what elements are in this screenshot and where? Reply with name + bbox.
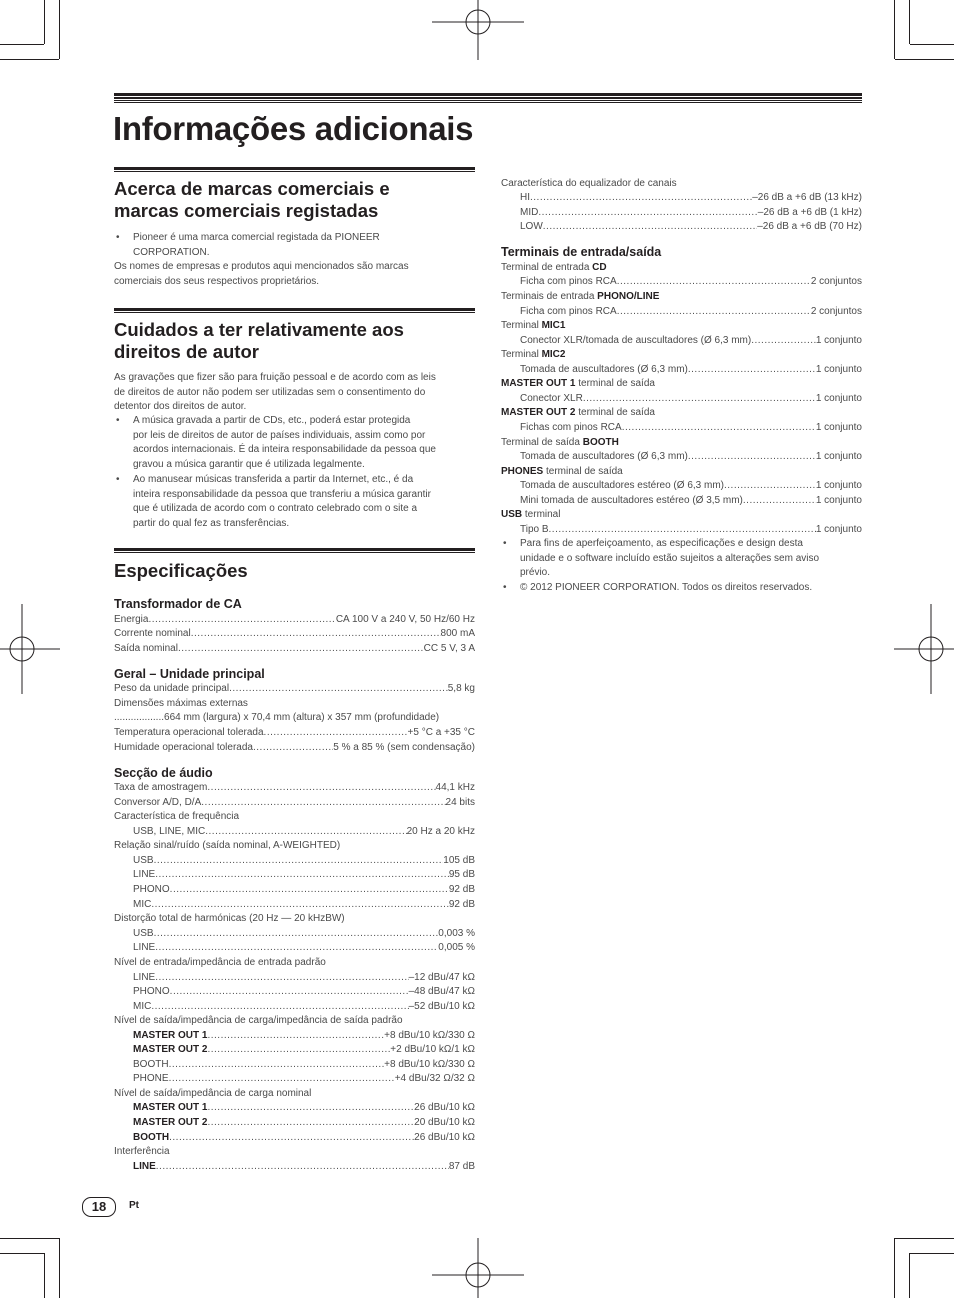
registration-mark-bottom: [432, 1238, 524, 1298]
bullet-dot: •: [116, 232, 120, 243]
spec-label: Nível de entrada/impedância de entrada padrão: [114, 957, 326, 968]
spec-row: Conversor A/D, D/A ..... 24 bits: [114, 796, 475, 811]
spec-row: Mini tomada de auscultadores estéreo (Ø 3,5 mm) ..... 1 conjunto: [520, 494, 862, 509]
spec-row: USB ..... 105 dB: [133, 854, 475, 869]
spec-row: BOOTH ..... +8 dBu/10 kΩ/330 Ω: [133, 1058, 475, 1073]
spec-row: Ficha com pinos RCA ..... 2 conjuntos: [520, 275, 862, 290]
general-heading: Geral – Unidade principal: [114, 667, 265, 681]
terminal-label: MASTER OUT 1 terminal de saída: [501, 378, 655, 389]
title-rule: [114, 93, 862, 104]
spec-row: PHONO ..... –48 dBu/47 kΩ: [133, 985, 475, 1000]
copyright-notice: © 2012 PIONEER CORPORATION. Todos os direitos reservados.: [520, 582, 813, 593]
spec-row: MIC ..... –52 dBu/10 kΩ: [133, 1000, 475, 1015]
copyright-bullet-1: A música gravada a partir de CDs, etc., poderá estar protegida por leis de direitos de autor de países individuais, assim como por acordos internacionais. É da inteira responsabilidade da pessoa que gravou a música garantir que é utilizada legalmente.: [133, 415, 436, 470]
spec-row: LINE ..... 87 dB: [133, 1160, 475, 1175]
ac-adapter-heading: Transformador de CA: [114, 597, 242, 611]
spec-label: Característica do equalizador de canais: [501, 178, 677, 189]
spec-label: Característica de frequência: [114, 811, 240, 822]
spec-row: Taxa de amostragem ..... 44,1 kHz: [114, 781, 475, 796]
bullet-dot: •: [116, 415, 120, 426]
spec-label: Interferência: [114, 1146, 170, 1157]
specs-heading: Especificações: [114, 560, 248, 581]
trademark-paragraph: Os nomes de empresas e produtos aqui mencionados são marcas comerciais dos seus respectivos proprietários.: [114, 261, 409, 287]
spec-row: PHONO ..... 92 dB: [133, 883, 475, 898]
section-rule: [114, 548, 475, 553]
registration-mark-right: [894, 604, 954, 694]
page-number: 18: [82, 1197, 116, 1217]
spec-row: Tomada de auscultadores (Ø 6,3 mm) ..... 1 conjunto: [520, 363, 862, 378]
terminal-label: PHONES terminal de saída: [501, 466, 623, 477]
spec-row: BOOTH ..... 26 dBu/10 kΩ: [133, 1131, 475, 1146]
page-title: Informações adicionais: [113, 110, 474, 147]
spec-row: Tomada de auscultadores estéreo (Ø 6,3 mm) ..... 1 conjunto: [520, 479, 862, 494]
section-rule: [114, 308, 475, 313]
spec-label: Dimensões máximas externas: [114, 698, 248, 709]
spec-value: ..................664 mm (largura) x 70,4 mm (altura) x 357 mm (profundidade): [114, 712, 440, 723]
spec-row: LOW ..... –26 dB a +6 dB (70 Hz): [520, 220, 862, 235]
spec-row: LINE ..... 95 dB: [133, 868, 475, 883]
copyright-bullet-2: Ao manusear músicas transferida a partir da Internet, etc., é da inteira responsabilidade da pessoa que transferiu a música garantir que é utilizada de acordo com o contrato celebrado com o site a partir do qual fez as transferências.: [133, 474, 431, 529]
spec-row: Temperatura operacional tolerada ..... +5 °C a +35 °C: [114, 726, 475, 741]
spec-row: PHONE ..... +4 dBu/32 Ω/32 Ω: [133, 1072, 475, 1087]
spec-label: Relação sinal/ruído (saída nominal, A-WEIGHTED): [114, 840, 341, 851]
spec-row: Fichas com pinos RCA ..... 1 conjunto: [520, 421, 862, 436]
terminal-label: Terminal de entrada CD: [501, 262, 607, 273]
registration-mark-left: [0, 604, 60, 694]
spec-row: Tomada de auscultadores (Ø 6,3 mm) ..... 1 conjunto: [520, 450, 862, 465]
bullet-dot: •: [503, 582, 507, 593]
spec-row: Saída nominal ..... CC 5 V, 3 A: [114, 642, 475, 657]
spec-row: Conector XLR/tomada de auscultadores (Ø 6,3 mm) ..... 1 conjunto: [520, 334, 862, 349]
copyright-paragraph: As gravações que fizer são para fruição pessoal e de acordo com as leis de direitos de autor não podem ser utilizadas sem o consentimento do detentor dos direitos de autor.: [114, 372, 436, 413]
spec-row: MID ..... –26 dB a +6 dB (1 kHz): [520, 206, 862, 221]
trademark-bullet: Pioneer é uma marca comercial registada da PIONEER CORPORATION.: [133, 232, 380, 258]
copyright-heading: Cuidados a ter relativamente aos direitos de autor: [114, 319, 404, 362]
spec-label: Distorção total de harmónicas (20 Hz — 20 kHzBW): [114, 913, 345, 924]
terminal-label: Terminal MIC1: [501, 320, 566, 331]
spec-row: Ficha com pinos RCA ..... 2 conjuntos: [520, 305, 862, 320]
spec-row: MASTER OUT 2 ..... +2 dBu/10 kΩ/1 kΩ: [133, 1043, 475, 1058]
terminal-label: Terminal de saída BOOTH: [501, 437, 619, 448]
spec-row: MIC ..... 92 dB: [133, 898, 475, 913]
spec-label: Nível de saída/impedância de carga nominal: [114, 1088, 312, 1099]
trademarks-heading: Acerca de marcas comerciais e marcas comerciais registadas: [114, 178, 390, 221]
spec-row: Energia ..... CA 100 V a 240 V, 50 Hz/60 Hz: [114, 613, 475, 628]
spec-row: LINE ..... –12 dBu/47 kΩ: [133, 971, 475, 986]
terminal-label: MASTER OUT 2 terminal de saída: [501, 407, 655, 418]
spec-row: MASTER OUT 1 ..... +8 dBu/10 kΩ/330 Ω: [133, 1029, 475, 1044]
spec-row: HI ..... –26 dB a +6 dB (13 kHz): [520, 191, 862, 206]
spec-row: LINE ..... 0,005 %: [133, 941, 475, 956]
spec-label: Nível de saída/impedância de carga/impedância de saída padrão: [114, 1015, 403, 1026]
spec-row: USB, LINE, MIC ..... 20 Hz a 20 kHz: [133, 825, 475, 840]
spec-row: USB ..... 0,003 %: [133, 927, 475, 942]
section-rule: [114, 167, 475, 172]
spec-row: Tipo B ..... 1 conjunto: [520, 523, 862, 538]
terminal-label: USB terminal: [501, 509, 561, 520]
registration-mark-top: [432, 0, 524, 60]
spec-row: MASTER OUT 1 ..... 26 dBu/10 kΩ: [133, 1101, 475, 1116]
bullet-dot: •: [116, 474, 120, 485]
terminal-label: Terminais de entrada PHONO/LINE: [501, 291, 660, 302]
spec-note: Para fins de aperfeiçoamento, as especificações e design desta unidade e o software incluído estão sujeitos a alterações sem aviso prévio.: [520, 538, 820, 579]
bullet-dot: •: [503, 538, 507, 549]
spec-row: Corrente nominal ..... 800 mA: [114, 627, 475, 642]
audio-heading: Secção de áudio: [114, 766, 213, 780]
spec-row: Peso da unidade principal ..... 5,8 kg: [114, 682, 475, 697]
io-heading: Terminais de entrada/saída: [501, 245, 662, 259]
spec-row: MASTER OUT 2 ..... 20 dBu/10 kΩ: [133, 1116, 475, 1131]
terminal-label: Terminal MIC2: [501, 349, 566, 360]
spec-row: Humidade operacional tolerada ..... 5 % a 85 % (sem condensação): [114, 741, 475, 756]
language-code: Pt: [129, 1200, 139, 1211]
spec-row: Conector XLR ..... 1 conjunto: [520, 392, 862, 407]
